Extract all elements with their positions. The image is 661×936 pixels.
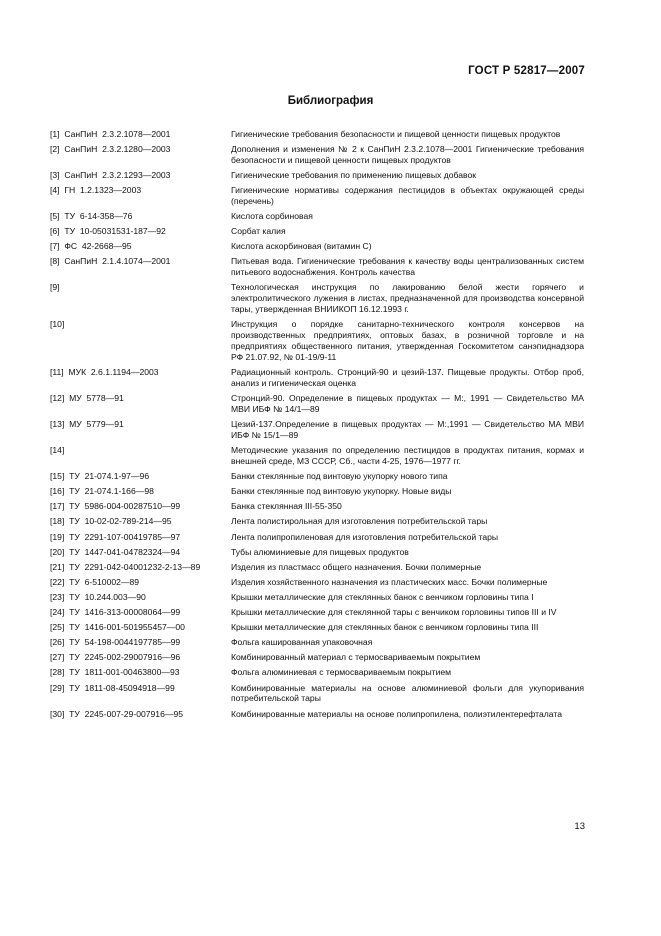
- bibliography-entry: [50, 226, 584, 237]
- entry-description: Технологическая инструкция по лакированию белой жести горячего и электролитического лужения в листах, предназначенной для производства консервной тары, утвержденная ВНИИКОП 16.12.1993 г.: [231, 282, 584, 315]
- bibliography-entry: [50, 592, 584, 603]
- entry-reference: [1] СанПиН 2.3.2.1078—2001: [50, 129, 171, 139]
- bibliography-entry: [50, 486, 584, 497]
- bibliography-entry: [50, 501, 584, 512]
- entry-reference: [4] ГН 1.2.1323—2003: [50, 185, 142, 196]
- bibliography-entry: [50, 709, 584, 720]
- entry-reference: [25] ТУ 1416-001-501955457—00: [50, 622, 185, 633]
- bibliography-entry: [50, 144, 584, 166]
- entry-description: Крышки металлические для стеклянной тары с венчиком горловины типов III и IV: [231, 607, 557, 618]
- bibliography-entry: [50, 319, 584, 363]
- bibliography-entry: [50, 367, 584, 389]
- entry-reference: [13] МУ 5779—91: [50, 419, 124, 430]
- entry-description: Кислота сорбиновая: [231, 211, 313, 222]
- bibliography-entry: [50, 532, 584, 543]
- entry-description: Сорбат калия: [231, 226, 286, 237]
- entry-description: Гигиенические требования по применению пищевых добавок: [231, 170, 477, 181]
- entry-reference: [19] ТУ 2291-107-00419785—97: [50, 531, 181, 542]
- entry-reference: [27] ТУ 2245-002-29007916—96: [50, 652, 181, 663]
- entry-reference: [5] ТУ 6-14-358—76: [50, 211, 133, 222]
- bibliography-entry: [50, 445, 584, 467]
- entry-description: Лента полистирольная для изготовления потребительской тары: [231, 516, 488, 527]
- entry-reference: [26] ТУ 54-198-0044197785—99: [50, 637, 181, 648]
- bibliography-entry: [50, 170, 584, 181]
- entry-description: Инструкция о порядке санитарно-технического контроля консервов на производственных предприятиях, оптовых базах, в розничной торговле и на предприятиях общественного питания, утвержденная Госкомитетом санэпиднадзора РФ 21.07.92, № 01-19/9-11: [231, 319, 584, 363]
- bibliography-entry: [50, 683, 584, 705]
- bibliography-entry: [50, 637, 584, 648]
- entry-reference: [8] СанПиН 2.1.4.1074—2001: [50, 256, 171, 267]
- entry-reference: [2] СанПиН 2.3.2.1280—2003: [50, 144, 171, 155]
- entry-reference: [15] ТУ 21-074.1-97—96: [50, 471, 150, 482]
- entry-reference: [17] ТУ 5986-004-00287510—99: [50, 501, 181, 512]
- entry-description: Кислота аскорбиновая (витамин С): [231, 241, 372, 252]
- entry-description: Стронций-90. Определение в пищевых продуктах — М:, 1991 — Свидетельство МА МВИ ИБФ № 14/1—89: [231, 393, 584, 415]
- bibliography-entry: [50, 129, 584, 140]
- entry-description: Изделия из пластмасс общего назначения. Бочки полимерные: [231, 561, 482, 572]
- bibliography-entry: [50, 211, 584, 222]
- entry-reference: [16] ТУ 21-074.1-166—98: [50, 486, 154, 497]
- entry-description: Банки стеклянные под винтовую укупорку нового типа: [231, 471, 448, 482]
- bibliography-entry: [50, 577, 584, 588]
- entry-description: Крышки металлические для стеклянных банок с венчиком горловины типа I: [231, 591, 534, 602]
- bibliography-entry: [50, 393, 584, 415]
- entry-reference: [10]: [50, 319, 65, 330]
- entry-reference: [18] ТУ 10-02-02-789-214—95: [50, 516, 172, 527]
- entry-reference: [21] ТУ 2291-042-04001232-2-13—89: [50, 561, 201, 572]
- bibliography-entry: [50, 667, 584, 678]
- entry-description: Радиационный контроль. Стронций-90 и цезий-137. Пищевые продукты. Отбор проб, анализ и гигиеническая оценка: [231, 367, 584, 389]
- bibliography-entry: [50, 282, 584, 315]
- entry-description: Тубы алюминиевые для пищевых продуктов: [231, 546, 409, 557]
- section-title: Библиография: [287, 95, 374, 107]
- entry-description: Фольга кашированная упаковочная: [231, 637, 373, 648]
- bibliography-list: [50, 129, 584, 724]
- entry-reference: [28] ТУ 1811-001-00463800—93: [50, 667, 180, 678]
- entry-description: Комбинированные материалы на основе полипропилена, полиэтилентерефталата: [231, 708, 562, 719]
- entry-description: Питьевая вода. Гигиенические требования к качеству воды централизованных систем питьевого водоснабжения. Контроль качества: [231, 256, 584, 278]
- bibliography-entry: [50, 185, 584, 207]
- page-number: 13: [574, 821, 585, 832]
- entry-reference: [24] ТУ 1416-313-00008064—99: [50, 607, 181, 618]
- bibliography-entry: [50, 622, 584, 633]
- entry-reference: [23] ТУ 10.244.003—90: [50, 591, 146, 602]
- entry-description: Комбинированные материалы на основе алюминиевой фольги для укупоривания потребительской тары: [231, 682, 584, 704]
- entry-reference: [6] ТУ 10-05031531-187—92: [50, 226, 166, 237]
- bibliography-entry: [50, 241, 584, 252]
- bibliography-entry: [50, 652, 584, 663]
- entry-description: Банка стеклянная III-55-350: [231, 501, 342, 512]
- entry-description: Цезий-137.Определение в пищевых продуктах — М:,1991 — Свидетельство МА МВИ ИБФ № 15/1—89: [231, 419, 584, 441]
- entry-description: Комбинированный материал с термосвариваемым покрытием: [231, 652, 481, 663]
- entry-description: Гигиенические нормативы содержания пестицидов в объектах окружающей среды (перечень): [231, 185, 584, 207]
- entry-description: Гигиенические требования безопасности и пищевой ценности пищевых продуктов: [231, 129, 561, 139]
- entry-reference: [29] ТУ 1811-08-45094918—99: [50, 682, 175, 693]
- entry-reference: [30] ТУ 2245-007-29-007916—95: [50, 708, 184, 719]
- bibliography-entry: [50, 607, 584, 618]
- entry-reference: [12] МУ 5778—91: [50, 393, 124, 404]
- bibliography-entry: [50, 516, 584, 527]
- entry-reference: [3] СанПиН 2.3.2.1293—2003: [50, 170, 171, 181]
- entry-description: Фольга алюминиевая с термосвариваемым покрытием: [231, 667, 452, 678]
- bibliography-entry: [50, 256, 584, 278]
- entry-description: Изделия хозяйственного назначения из пластических масс. Бочки полимерные: [231, 576, 548, 587]
- entry-reference: [9]: [50, 282, 60, 293]
- entry-reference: [11] МУК 2.6.1.1194—2003: [50, 367, 159, 378]
- entry-description: Дополнения и изменения № 2 к СанПиН 2.3.2.1078—2001 Гигиенические требования безопасности и пищевой ценности пищевых продуктов: [231, 144, 584, 165]
- entry-description: Крышки металлические для стеклянных банок с венчиком горловины типа III: [231, 622, 539, 633]
- entry-reference: [14]: [50, 445, 65, 456]
- document-id: ГОСТ Р 52817—2007: [468, 65, 585, 77]
- bibliography-entry: [50, 471, 584, 482]
- bibliography-entry: [50, 547, 584, 558]
- entry-reference: [7] ФС 42-2668—95: [50, 241, 132, 252]
- entry-reference: [22] ТУ 6-510002—89: [50, 576, 140, 587]
- bibliography-entry: [50, 419, 584, 441]
- entry-description: Лента полипропиленовая для изготовления потребительской тары: [231, 531, 499, 542]
- bibliography-entry: [50, 562, 584, 573]
- entry-description: Банки стеклянные под винтовую укупорку. Новые виды: [231, 486, 452, 497]
- entry-reference: [20] ТУ 1447-041-04782324—94: [50, 546, 181, 557]
- entry-description: Методические указания по определению пестицидов в продуктах питания, кормах и внешней среде, МЗ СССР, Сб., части 4-25, 1976—1977 гг.: [231, 445, 584, 467]
